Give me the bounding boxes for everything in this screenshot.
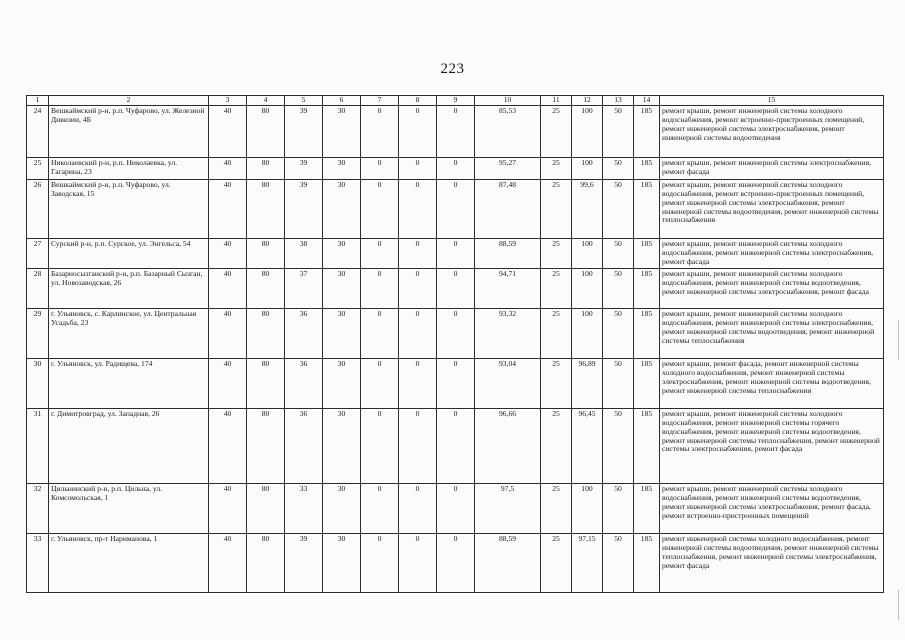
value-cell: 93,04 xyxy=(475,358,541,408)
row-number: 30 xyxy=(27,358,49,408)
value-cell: 30 xyxy=(323,179,361,238)
col-header: 13 xyxy=(603,96,634,106)
row-number: 33 xyxy=(27,533,49,592)
table-row xyxy=(27,268,884,308)
value-cell: 39 xyxy=(285,533,323,592)
value-cell: 50 xyxy=(603,408,634,483)
col-header: 7 xyxy=(361,96,399,106)
table-row xyxy=(27,483,884,533)
value-cell: 40 xyxy=(209,238,247,268)
value-cell: 39 xyxy=(285,157,323,179)
table-row xyxy=(27,238,884,268)
value-cell: 25 xyxy=(541,408,572,483)
col-header: 14 xyxy=(634,96,660,106)
value-cell: 30 xyxy=(323,268,361,308)
row-number: 24 xyxy=(27,105,49,157)
value-cell: 50 xyxy=(603,157,634,179)
row-number: 31 xyxy=(27,408,49,483)
works-cell: ремонт крыши, ремонт инженерной системы электроснабжения, ремонт фасада xyxy=(660,157,884,179)
value-cell: 37 xyxy=(285,268,323,308)
value-cell: 40 xyxy=(209,408,247,483)
address-cell: г. Ульяновск, с. Карлинское, ул. Центральная Усадьба, 23 xyxy=(49,308,209,358)
value-cell: 30 xyxy=(323,358,361,408)
row-number: 29 xyxy=(27,308,49,358)
value-cell: 50 xyxy=(603,268,634,308)
value-cell: 50 xyxy=(603,238,634,268)
works-cell: ремонт крыши, ремонт фасада, ремонт инженерной системы холодного водоснабжения, ремонт инженерной системы электроснабжения, ремонт инженерной системы водоотведения, ремонт инженерной системы теплоснабжения xyxy=(660,358,884,408)
table-row xyxy=(27,358,884,408)
col-header: 11 xyxy=(541,96,572,106)
value-cell: 50 xyxy=(603,358,634,408)
value-cell: 25 xyxy=(541,358,572,408)
row-number: 27 xyxy=(27,238,49,268)
value-cell: 0 xyxy=(399,179,437,238)
value-cell: 96,89 xyxy=(572,358,603,408)
value-cell: 50 xyxy=(603,179,634,238)
works-cell: ремонт крыши, ремонт инженерной системы холодного водоснабжения, ремонт инженерной системы водоотведения, ремонт инженерной системы электроснабжения, ремонт фасада xyxy=(660,268,884,308)
value-cell: 80 xyxy=(247,533,285,592)
value-cell: 97,5 xyxy=(475,483,541,533)
value-cell: 25 xyxy=(541,308,572,358)
value-cell: 40 xyxy=(209,157,247,179)
value-cell: 33 xyxy=(285,483,323,533)
value-cell: 80 xyxy=(247,308,285,358)
col-header: 10 xyxy=(475,96,541,106)
value-cell: 0 xyxy=(399,483,437,533)
value-cell: 36 xyxy=(285,408,323,483)
value-cell: 0 xyxy=(399,157,437,179)
value-cell: 38 xyxy=(285,238,323,268)
value-cell: 100 xyxy=(572,483,603,533)
value-cell: 50 xyxy=(603,483,634,533)
value-cell: 39 xyxy=(285,105,323,157)
value-cell: 0 xyxy=(361,157,399,179)
value-cell: 99,6 xyxy=(572,179,603,238)
value-cell: 40 xyxy=(209,105,247,157)
value-cell: 30 xyxy=(323,408,361,483)
value-cell: 185 xyxy=(634,238,660,268)
value-cell: 40 xyxy=(209,533,247,592)
works-cell: ремонт крыши, ремонт инженерной системы холодного водоснабжения, ремонт инженерной системы горячего водоснабжения, ремонт инженерной системы водоотведения, ремонт инженерной системы теплоснабжения, ремонт инженерной системы электроснабжения, ремонт фасада xyxy=(660,408,884,483)
value-cell: 0 xyxy=(437,157,475,179)
works-cell: ремонт крыши, ремонт инженерной системы холодного водоснабжения, ремонт инженерной системы электроснабжения, ремонт фасада xyxy=(660,238,884,268)
row-number: 32 xyxy=(27,483,49,533)
value-cell: 0 xyxy=(437,533,475,592)
value-cell: 0 xyxy=(399,238,437,268)
col-header: 2 xyxy=(49,96,209,106)
value-cell: 0 xyxy=(437,238,475,268)
value-cell: 30 xyxy=(323,308,361,358)
address-cell: Вешкаймский р-н, р.п. Чуфарово, ул. Заводская, 15 xyxy=(49,179,209,238)
value-cell: 185 xyxy=(634,483,660,533)
value-cell: 80 xyxy=(247,358,285,408)
header-row xyxy=(27,96,884,106)
table-row xyxy=(27,157,884,179)
value-cell: 0 xyxy=(437,483,475,533)
value-cell: 0 xyxy=(361,483,399,533)
value-cell: 100 xyxy=(572,308,603,358)
value-cell: 100 xyxy=(572,105,603,157)
value-cell: 80 xyxy=(247,238,285,268)
value-cell: 185 xyxy=(634,179,660,238)
value-cell: 25 xyxy=(541,157,572,179)
value-cell: 50 xyxy=(603,533,634,592)
value-cell: 185 xyxy=(634,408,660,483)
works-cell: ремонт крыши, ремонт инженерной системы холодного водоснабжения, ремонт встроенно-пристроенных помещений, ремонт инженерной системы электроснабжения, ремонт инженерной системы водоотведения, ремонт инженерной системы теплоснабжения xyxy=(660,179,884,238)
col-header: 5 xyxy=(285,96,323,106)
value-cell: 185 xyxy=(634,358,660,408)
value-cell: 80 xyxy=(247,179,285,238)
value-cell: 93,32 xyxy=(475,308,541,358)
value-cell: 25 xyxy=(541,105,572,157)
value-cell: 88,59 xyxy=(475,238,541,268)
value-cell: 80 xyxy=(247,483,285,533)
col-header: 1 xyxy=(27,96,49,106)
value-cell: 0 xyxy=(437,358,475,408)
col-header: 6 xyxy=(323,96,361,106)
address-cell: г. Ульяновск, ул. Радищева, 174 xyxy=(49,358,209,408)
value-cell: 40 xyxy=(209,308,247,358)
value-cell: 94,71 xyxy=(475,268,541,308)
works-cell: ремонт крыши, ремонт инженерной системы холодного водоснабжения, ремонт инженерной системы водоотведения, ремонт инженерной системы электроснабжения, ремонт фасада, ремонт встроенно-пристроенных помещений xyxy=(660,483,884,533)
value-cell: 0 xyxy=(437,268,475,308)
value-cell: 50 xyxy=(603,105,634,157)
address-cell: г. Димитровград, ул. Западная, 26 xyxy=(49,408,209,483)
value-cell: 96,45 xyxy=(572,408,603,483)
value-cell: 25 xyxy=(541,238,572,268)
col-header: 12 xyxy=(572,96,603,106)
value-cell: 40 xyxy=(209,179,247,238)
value-cell: 97,15 xyxy=(572,533,603,592)
value-cell: 50 xyxy=(603,308,634,358)
value-cell: 0 xyxy=(399,533,437,592)
value-cell: 0 xyxy=(437,179,475,238)
works-cell: ремонт крыши, ремонт инженерной системы холодного водоснабжения, ремонт встроенно-пристроенных помещений, ремонт инженерной системы электроснабжения, ремонт инженерной системы водоотведения xyxy=(660,105,884,157)
value-cell: 185 xyxy=(634,308,660,358)
value-cell: 40 xyxy=(209,268,247,308)
value-cell: 36 xyxy=(285,308,323,358)
page-number: 223 xyxy=(440,61,465,77)
col-header: 4 xyxy=(247,96,285,106)
address-cell: г. Ульяновск, пр-т Нариманова, 1 xyxy=(49,533,209,592)
row-number: 26 xyxy=(27,179,49,238)
value-cell: 100 xyxy=(572,268,603,308)
row-number: 28 xyxy=(27,268,49,308)
col-header: 15 xyxy=(660,96,884,106)
value-cell: 88,59 xyxy=(475,533,541,592)
value-cell: 80 xyxy=(247,157,285,179)
value-cell: 96,66 xyxy=(475,408,541,483)
value-cell: 30 xyxy=(323,238,361,268)
value-cell: 0 xyxy=(437,308,475,358)
value-cell: 0 xyxy=(361,358,399,408)
value-cell: 95,27 xyxy=(475,157,541,179)
value-cell: 39 xyxy=(285,179,323,238)
value-cell: 80 xyxy=(247,105,285,157)
value-cell: 30 xyxy=(323,157,361,179)
value-cell: 100 xyxy=(572,238,603,268)
address-cell: Базарносызганский р-н, р.п. Базарный Сызган, ул. Новозаводская, 26 xyxy=(49,268,209,308)
value-cell: 30 xyxy=(323,105,361,157)
value-cell: 25 xyxy=(541,483,572,533)
value-cell: 80 xyxy=(247,268,285,308)
value-cell: 0 xyxy=(399,358,437,408)
table-row xyxy=(27,408,884,483)
col-header: 9 xyxy=(437,96,475,106)
value-cell: 0 xyxy=(399,308,437,358)
value-cell: 40 xyxy=(209,483,247,533)
value-cell: 0 xyxy=(437,105,475,157)
address-cell: Цильнинский р-н, р.п. Цильна, ул. Комсомольская, 1 xyxy=(49,483,209,533)
value-cell: 185 xyxy=(634,533,660,592)
value-cell: 25 xyxy=(541,179,572,238)
value-cell: 80 xyxy=(247,408,285,483)
value-cell: 185 xyxy=(634,268,660,308)
value-cell: 85,53 xyxy=(475,105,541,157)
value-cell: 25 xyxy=(541,533,572,592)
table-row xyxy=(27,179,884,238)
value-cell: 30 xyxy=(323,483,361,533)
value-cell: 185 xyxy=(634,105,660,157)
scan-edge-mark xyxy=(898,590,899,620)
address-cell: Сурский р-н, р.п. Сурское, ул. Энгельса, 54 xyxy=(49,238,209,268)
value-cell: 185 xyxy=(634,157,660,179)
value-cell: 0 xyxy=(361,179,399,238)
value-cell: 36 xyxy=(285,358,323,408)
value-cell: 30 xyxy=(323,533,361,592)
value-cell: 87,48 xyxy=(475,179,541,238)
value-cell: 40 xyxy=(209,358,247,408)
value-cell: 0 xyxy=(361,238,399,268)
value-cell: 0 xyxy=(399,105,437,157)
value-cell: 25 xyxy=(541,268,572,308)
scan-edge-mark xyxy=(898,320,899,360)
col-header: 8 xyxy=(399,96,437,106)
value-cell: 0 xyxy=(361,408,399,483)
value-cell: 0 xyxy=(361,268,399,308)
value-cell: 0 xyxy=(399,408,437,483)
value-cell: 0 xyxy=(361,308,399,358)
value-cell: 0 xyxy=(437,408,475,483)
works-cell: ремонт крыши, ремонт инженерной системы холодного водоснабжения, ремонт инженерной системы электроснабжения, ремонт инженерной системы водоотведения, ремонт инженерной системы теплоснабжения xyxy=(660,308,884,358)
col-header: 3 xyxy=(209,96,247,106)
table-row xyxy=(27,533,884,592)
address-cell: Николаевский р-н, р.п. Николаевка, ул. Гагарина, 23 xyxy=(49,157,209,179)
table-row xyxy=(27,308,884,358)
table-row xyxy=(27,105,884,157)
row-number: 25 xyxy=(27,157,49,179)
address-cell: Вешкаймский р-н, р.п. Чуфарово, ул. Железной Дивизии, 4Б xyxy=(49,105,209,157)
value-cell: 0 xyxy=(399,268,437,308)
value-cell: 0 xyxy=(361,533,399,592)
value-cell: 100 xyxy=(572,157,603,179)
works-cell: ремонт инженерной системы холодного водоснабжения, ремонт инженерной системы водоотведения, ремонт инженерной системы теплоснабжения, ремонт инженерной системы электроснабжения, ремонт фасада xyxy=(660,533,884,592)
value-cell: 0 xyxy=(361,105,399,157)
register-table xyxy=(26,95,884,593)
